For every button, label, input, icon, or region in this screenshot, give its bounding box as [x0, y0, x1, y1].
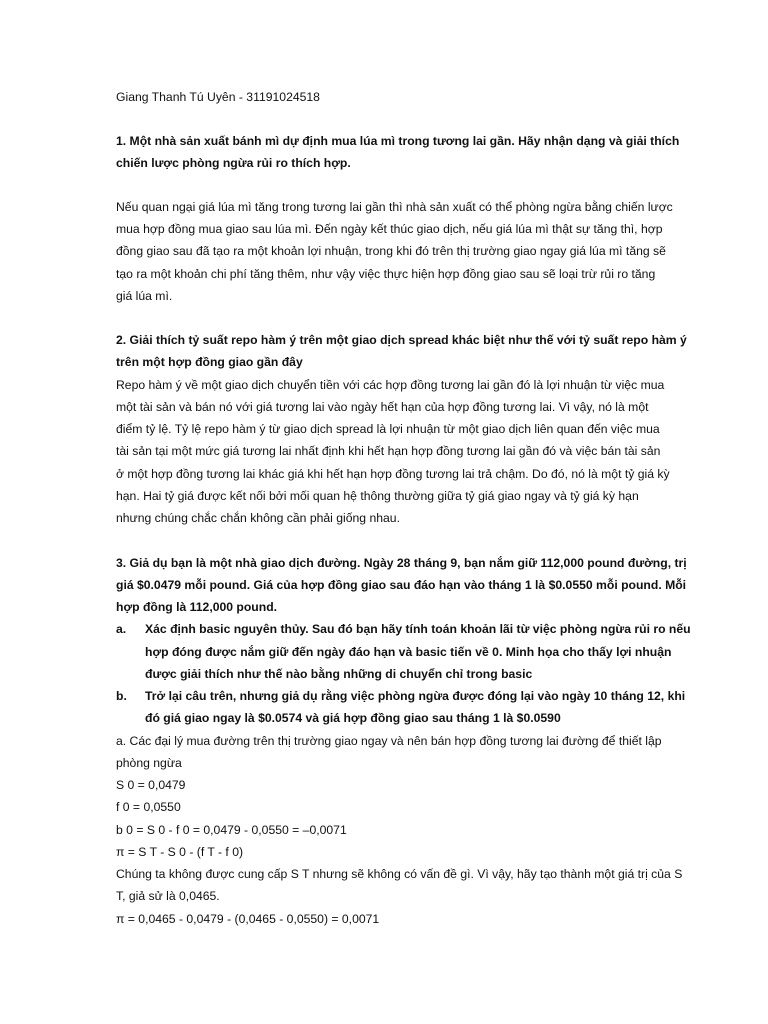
q3-answer-line-3: S 0 = 0,0479 — [116, 778, 186, 792]
q2-answer-line-3: điểm tỷ lệ. Tỷ lệ repo hàm ý từ giao dịch spread là lợi nhuận từ một giao dịch liên quan đến việc mua — [116, 422, 660, 436]
q2-answer-line-7: nhưng chúng chắc chắn không cần phải giống nhau. — [116, 511, 400, 525]
q3-item-a-line-2: hợp đóng được nắm giữ đến ngày đáo hạn và basic tiến về 0. Minh họa cho thấy lợi nhuận — [145, 645, 672, 659]
q3-title-line-2: giá $0.0479 mỗi pound. Giá của hợp đồng giao sau đáo hạn vào tháng 1 là $0.0550 mỗi pound. Mỗi — [116, 578, 687, 592]
q3-answer-line-7: Chúng ta không được cung cấp S T nhưng sẽ không có vấn đề gì. Vì vậy, hãy tạo thành một giá trị của S — [116, 867, 683, 881]
q2-answer-line-5: ở một hợp đồng tương lai khác giá khi hết hạn hợp đồng tương lai trả chậm. Do đó, nó là một tỷ giá kỳ — [116, 467, 670, 481]
q3-item-a-marker: a. — [116, 622, 127, 636]
q2-title-line-2: trên một hợp đồng giao gần đây — [116, 355, 303, 369]
q3-title-line-3: hợp đồng là 112,000 pound. — [116, 600, 278, 614]
q3-answer-line-4: f 0 = 0,0550 — [116, 800, 181, 814]
q2-answer-line-2: một tài sản và bán nó với giá tương lai vào ngày hết hạn của hợp đồng tương lai. Vì vậy, nó là một — [116, 400, 649, 414]
q3-item-a-line-1: Xác định basic nguyên thủy. Sau đó bạn hãy tính toán khoản lãi từ việc phòng ngừa rủi ro nếu — [145, 622, 691, 636]
q3-item-a-line-3: được giải thích như thế nào bằng những di chuyển chỉ trong basic — [145, 667, 533, 681]
q1-answer-line-2: mua hợp đồng mua giao sau lúa mì. Đến ngày kết thúc giao dịch, nếu giá lúa mì thật sự tăng thì, hợp — [116, 222, 663, 236]
q1-answer-line-3: đồng giao sau đã tạo ra một khoản lợi nhuận, trong khi đó trên thị trường giao ngay giá lúa mì tăng sẽ — [116, 244, 666, 258]
q2-answer-line-4: tài sản tại một mức giá tương lai nhất định khi hết hạn hợp đồng tương lai gần đó và việc bán tài sản — [116, 444, 661, 458]
q1-answer-line-4: tạo ra một khoản chi phí tăng thêm, như vậy việc thực hiện hợp đồng giao sau sẽ loại trừ rủi ro tăng — [116, 267, 656, 281]
q3-item-b-marker: b. — [116, 689, 127, 703]
q3-answer-line-8: T, giả sử là 0,0465. — [116, 889, 220, 903]
q3-answer-line-6: π = S T - S 0 - (f T - f 0) — [116, 845, 244, 859]
q2-title-line-1: 2. Giải thích tỷ suất repo hàm ý trên một giao dịch spread khác biệt như thế với tỷ suất repo hàm ý — [116, 333, 687, 347]
q3-item-b-line-1: Trở lại câu trên, nhưng giả dụ rằng việc phòng ngừa được đóng lại vào ngày 10 tháng 12, khi — [145, 689, 686, 703]
q3-title-line-1: 3. Giả dụ bạn là một nhà giao dịch đường. Ngày 28 tháng 9, bạn nắm giữ 112,000 pound đường, trị — [116, 556, 687, 570]
q2-answer-line-6: hạn. Hai tỷ giá được kết nối bởi mối quan hệ thông thường giữa tỷ giá giao ngay và tỷ giá kỳ hạn — [116, 489, 639, 503]
q3-answer-line-1: a. Các đại lý mua đường trên thị trường giao ngay và nên bán hợp đồng tương lai đường để thiết lập — [116, 734, 662, 748]
q3-answer-line-9: π = 0,0465 - 0,0479 - (0,0465 - 0,0550) = 0,0071 — [116, 912, 380, 926]
author-line: Giang Thanh Tú Uyên - 31191024518 — [116, 90, 320, 104]
q1-answer-line-1: Nếu quan ngại giá lúa mì tăng trong tương lai gần thì nhà sản xuất có thể phòng ngừa bằng chiến lược — [116, 200, 673, 214]
q3-answer-line-5: b 0 = S 0 - f 0 = 0,0479 - 0,0550 = –0,0071 — [116, 823, 347, 837]
q1-answer-line-5: giá lúa mì. — [116, 289, 173, 303]
q1-title-line-2: chiến lược phòng ngừa rủi ro thích hợp. — [116, 156, 351, 170]
q3-item-b-line-2: đó giá giao ngay là $0.0574 và giá hợp đồng giao sau tháng 1 là $0.0590 — [145, 711, 561, 725]
q2-answer-line-1: Repo hàm ý về một giao dịch chuyển tiền với các hợp đồng tương lai gần đó là lợi nhuận từ việc mua — [116, 378, 665, 392]
q1-title-line-1: 1. Một nhà sản xuất bánh mì dự định mua lúa mì trong tương lai gần. Hãy nhận dạng và giải thích — [116, 134, 680, 148]
q3-answer-line-2: phòng ngừa — [116, 756, 182, 770]
